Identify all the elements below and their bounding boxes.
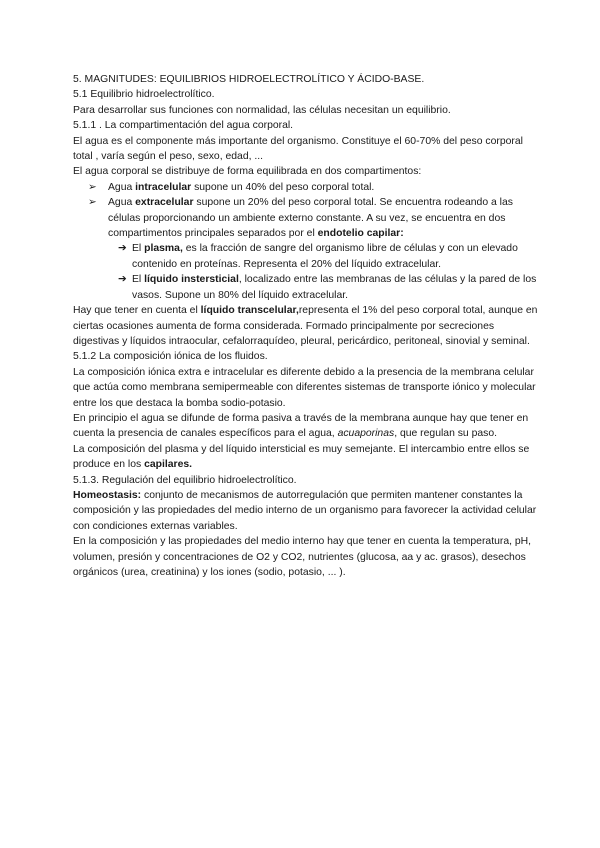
section-5-1-heading: 5.1 Equilibrio hidroelectrolítico.: [73, 89, 215, 101]
b2-pre: Agua: [108, 197, 136, 209]
b2-mid: supone un 20% del peso corporal total. Se encuentra rodeando a las células proporcionando un ambiente externo constante. A su vez, se encuentra en dos compartimentos principales separados por el: [108, 197, 513, 240]
transcelular-post: representa el 1% del peso corporal total, aunque en ciertas ocasiones aumenta de forma considerada. Formado principalmente por secreciones digestivas y líquidos intraocular, cefalorraquídeo, pleural, pericárdico, peritoneal, sinovial y seminal.: [73, 305, 538, 347]
list-item-extracelular: [88, 195, 540, 303]
document-title: 5. MAGNITUDES: EQUILIBRIOS HIDROELECTROLÍTICO Y ÁCIDO-BASE.: [73, 74, 425, 85]
list-item-liquido-intersticial: [118, 272, 540, 303]
section-5-1-3-heading: 5.1.3. Regulación del equilibrio hidroelectrolítico.: [73, 474, 297, 486]
homeostasis-term: Homeostasis:: [73, 489, 142, 501]
list-item-intracelular: [88, 180, 540, 195]
homeostasis-definition: [73, 488, 540, 534]
sub1-pre: El: [132, 243, 145, 255]
b1-pre: Agua: [108, 181, 136, 193]
s512-p2-italic: acuaporinas: [337, 428, 395, 440]
section-5-1-3-paragraph-2: En la composición y las propiedades del medio interno hay que tener en cuenta la temperatura, pH, volumen, presión y concentraciones de O2 y CO2, nutrientes (glucosa, aa y ac. grasos), desechos orgánicos (urea, creatinina) y los iones (sodio, potasio, ... ).: [73, 536, 532, 578]
section-5-1-1-heading: 5.1.1 . La compartimentación del agua corporal.: [73, 120, 294, 132]
section-5-1-2-paragraph-1: La composición iónica extra e intracelular es diferente debido a la presencia de la membrana celular que actúa como membrana semipermeable con diferentes sistemas de transporte iónico y molecular entre los que destaca la bomba sodio-potasio.: [73, 366, 536, 409]
extracellular-sublist: [108, 241, 540, 303]
sub1-post: es la fracción de sangre del organismo libre de células y con un elevado contenido en proteínas. Representa el 20% del líquido extracelular.: [132, 243, 518, 270]
sub2-post: , localizado entre las membranas de las células y la pared de los vasos. Supone un 80% del líquido extracelular.: [132, 274, 537, 301]
s512-p2-pre: En principio el agua se difunde de forma pasiva a través de la membrana aunque hay que tener en cuenta la presencia de canales específicos para el agua,: [73, 412, 529, 440]
sub2-pre: El: [132, 274, 145, 286]
section-5-1-2-heading: 5.1.2 La composición iónica de los fluidos.: [73, 351, 268, 363]
s512-p3-bold: capilares.: [144, 459, 193, 471]
arrowhead-bullet-icon: ➢: [88, 197, 97, 209]
b2-bold2: endotelio capilar:: [317, 228, 404, 240]
sub2-bold: líquido instersticial: [144, 274, 239, 286]
b1-post: supone un 40% del peso corporal total.: [191, 181, 375, 193]
section-5-1-2-paragraph-2: [73, 411, 540, 442]
arrowhead-bullet-icon: ➢: [88, 181, 97, 193]
section-5-1-intro: Para desarrollar sus funciones con normalidad, las células necesitan un equilibrio.: [73, 104, 451, 116]
s512-p3-pre: La composición del plasma y del líquido intersticial es muy semejante. El intercambio entre ellos se produce en los: [73, 443, 530, 471]
section-5-1-1-paragraph-1: El agua es el componente más importante del organismo. Constituye el 60-70% del peso corporal total , varía según el peso, sexo, edad, ...: [73, 135, 523, 163]
b1-bold: intracelular: [135, 181, 192, 193]
list-item-plasma: [118, 241, 540, 272]
transcelular-pre: Hay que tener en cuenta el: [73, 305, 201, 317]
compartments-list: [73, 180, 540, 303]
transcelular-paragraph: [73, 303, 540, 349]
sub1-bold: plasma,: [144, 243, 183, 255]
section-5-1-2-paragraph-3: [73, 442, 540, 473]
arrow-bullet-icon: ➔: [118, 243, 127, 255]
arrow-bullet-icon: ➔: [118, 274, 127, 286]
b2-bold: extracelular: [135, 197, 194, 209]
s512-p2-post: , que regulan su paso.: [394, 428, 498, 440]
transcelular-bold: líquido transcelular,: [200, 305, 299, 317]
section-5-1-1-paragraph-2: El agua corporal se distribuye de forma equilibrada en dos compartimentos:: [73, 166, 422, 178]
homeostasis-text: conjunto de mecanismos de autorregulación que permiten mantener constantes la composición y las propiedades del medio interno de un organismo para favorecer la actividad celular con condiciones externas variables.: [73, 489, 537, 532]
